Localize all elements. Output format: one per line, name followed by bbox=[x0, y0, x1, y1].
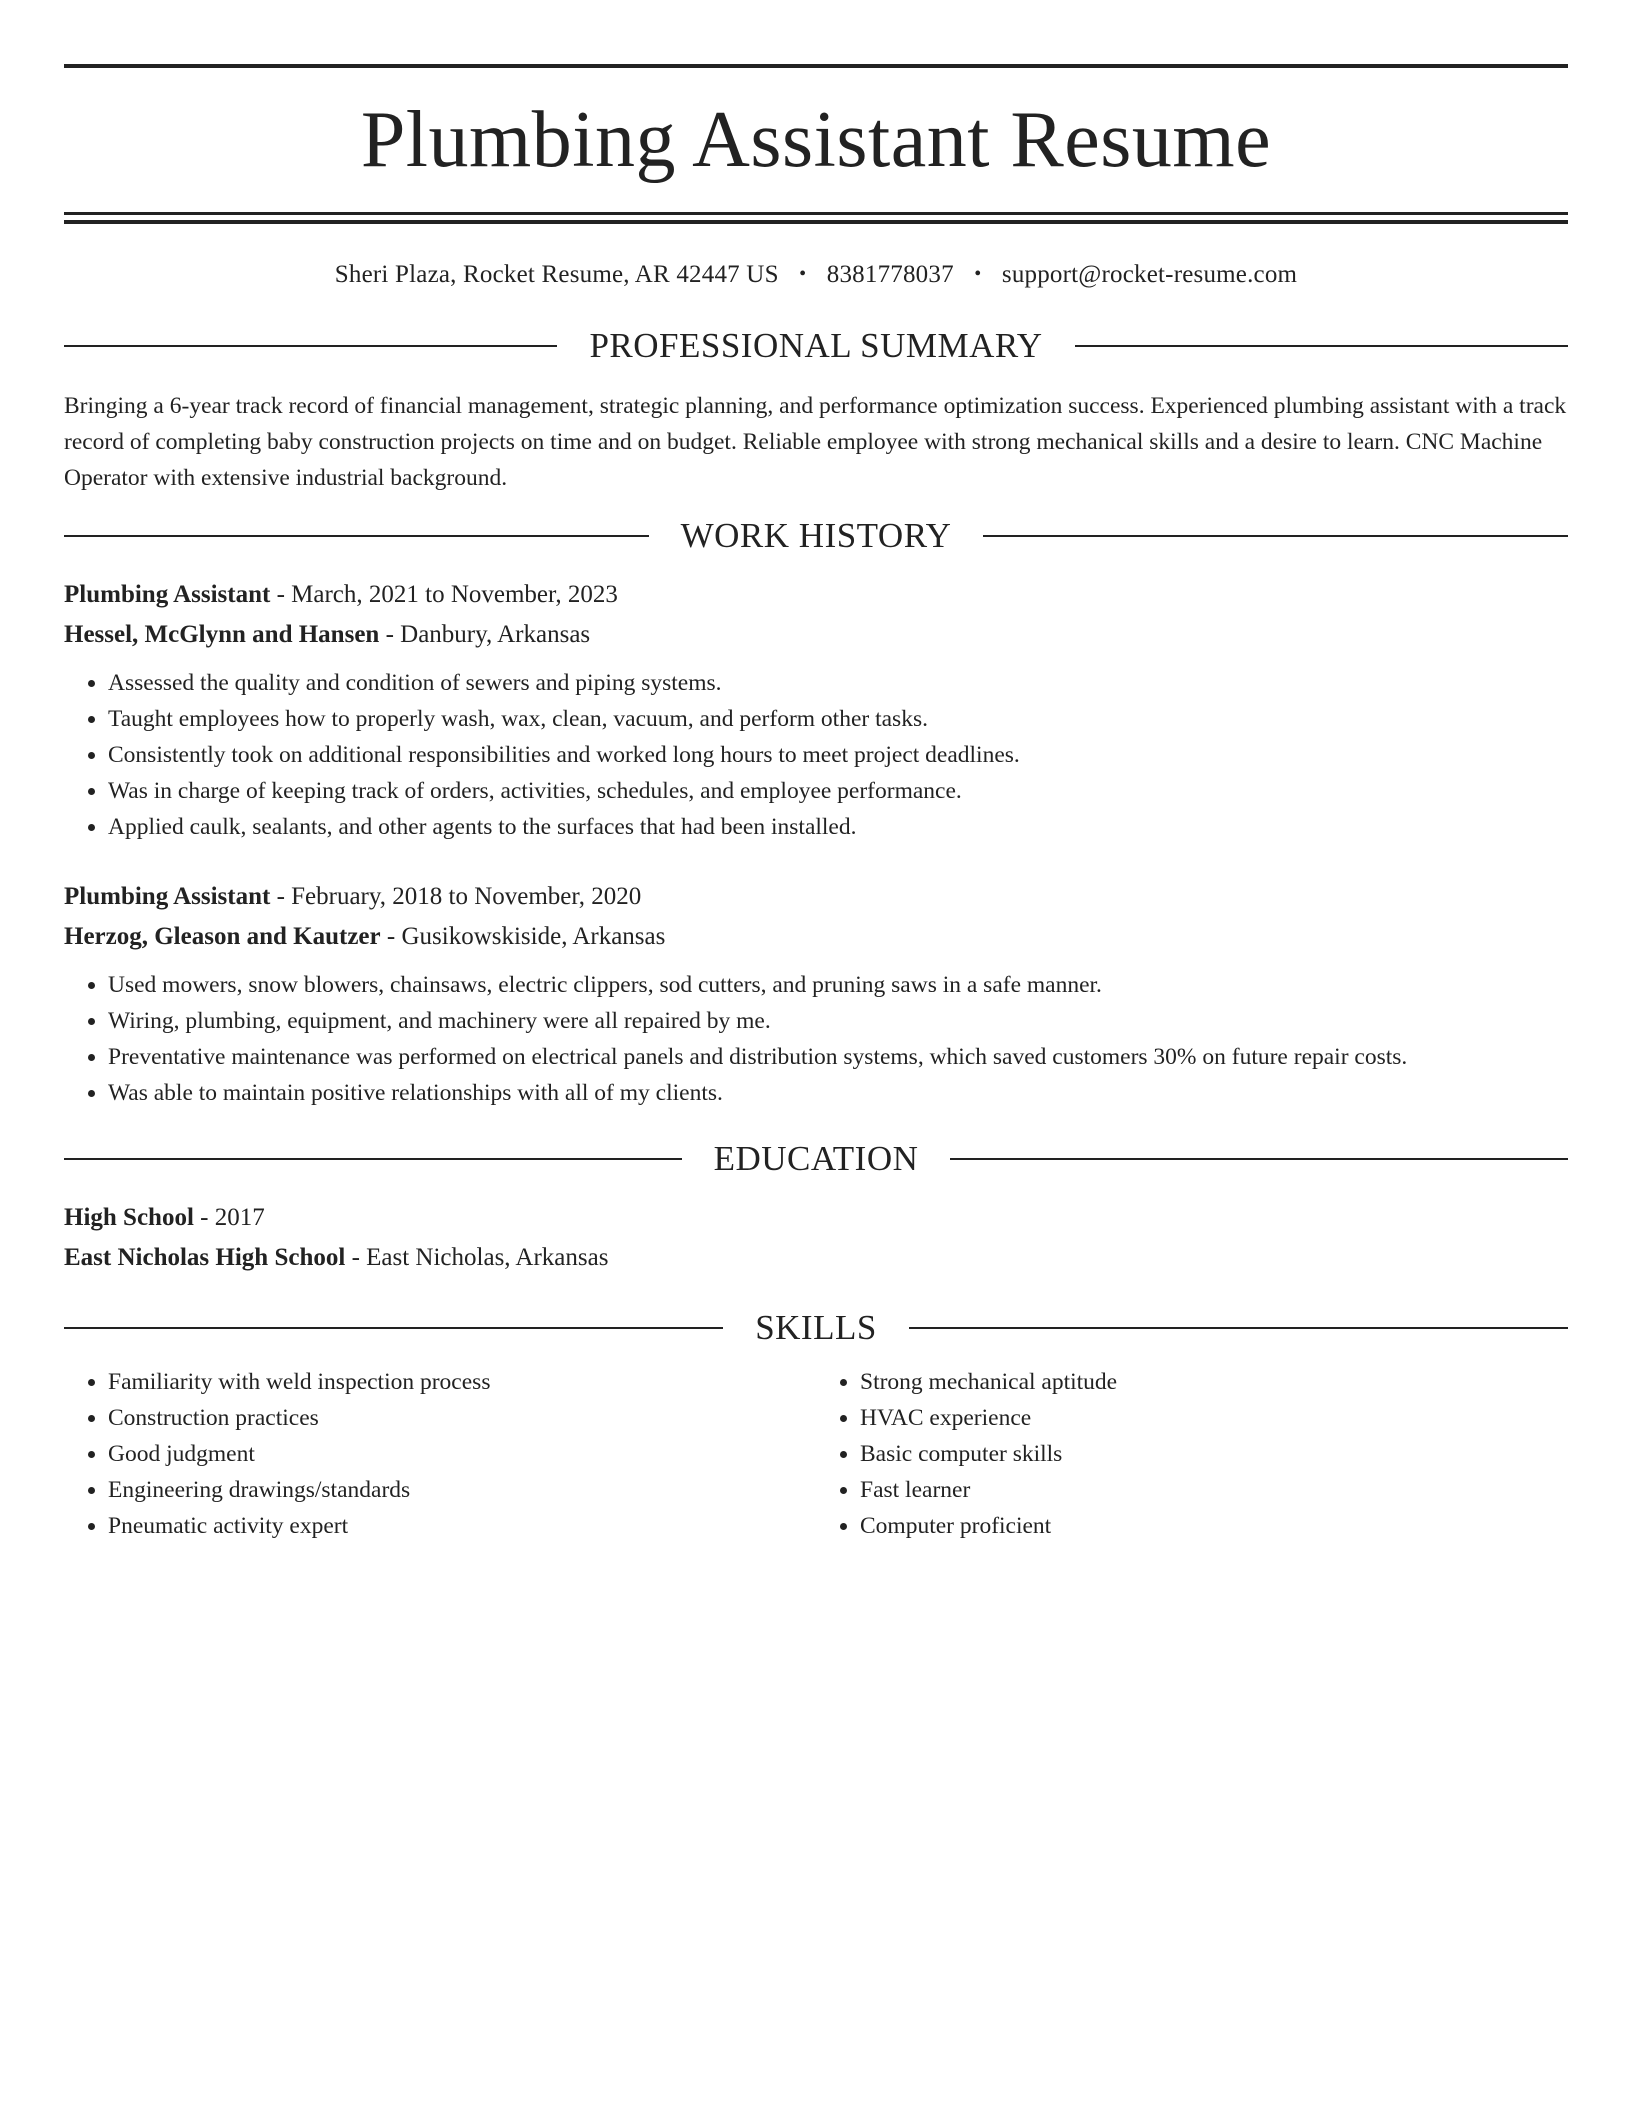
list-item: • Preventative maintenance was performed on electrical panels and distribution systems, which saved customers 30% on future repair costs. bbox=[108, 1039, 1568, 1075]
contact-separator: • bbox=[974, 263, 982, 285]
job-company-line bbox=[64, 615, 1568, 655]
list-item: • Engineering drawings/standards bbox=[108, 1472, 816, 1508]
job-bullet-list bbox=[64, 967, 1568, 1111]
list-item: • Taught employees how to properly wash, wax, clean, vacuum, and perform other tasks. bbox=[108, 701, 1568, 737]
job-dates: - March, 2021 to November, 2023 bbox=[270, 581, 618, 608]
job-bullet-list bbox=[64, 665, 1568, 845]
job-title-line bbox=[64, 877, 1568, 917]
list-item: • Computer proficient bbox=[860, 1508, 1568, 1544]
title-double-rule bbox=[64, 212, 1568, 224]
job-entry bbox=[64, 575, 1568, 845]
divider-line bbox=[983, 535, 1568, 537]
list-item: • Assessed the quality and condition of sewers and piping systems. bbox=[108, 665, 1568, 701]
list-item: • Wiring, plumbing, equipment, and machinery were all repaired by me. bbox=[108, 1003, 1568, 1039]
education-year: - 2017 bbox=[193, 1204, 265, 1231]
list-item: • Was in charge of keeping track of orders, activities, schedules, and employee performance. bbox=[108, 773, 1568, 809]
education-school: East Nicholas High School bbox=[64, 1244, 346, 1271]
section-heading-skills: SKILLS bbox=[755, 1308, 877, 1347]
skills-section-header bbox=[64, 1308, 1568, 1348]
job-company: Hessel, McGlynn and Hansen bbox=[64, 621, 380, 648]
job-location: - Danbury, Arkansas bbox=[379, 621, 591, 648]
divider-line bbox=[64, 1327, 723, 1329]
resume-page bbox=[64, 64, 1568, 1544]
job-title: Plumbing Assistant bbox=[64, 883, 271, 910]
education-school-line bbox=[64, 1238, 1568, 1278]
list-item: • Construction practices bbox=[108, 1400, 816, 1436]
job-location: - Gusikowskiside, Arkansas bbox=[380, 923, 666, 950]
contact-address: Sheri Plaza, Rocket Resume, AR 42447 US bbox=[334, 261, 779, 288]
list-item: • Fast learner bbox=[860, 1472, 1568, 1508]
list-item: • HVAC experience bbox=[860, 1400, 1568, 1436]
list-item: • Pneumatic activity expert bbox=[108, 1508, 816, 1544]
skills-list-right bbox=[816, 1364, 1568, 1544]
list-item: • Good judgment bbox=[108, 1436, 816, 1472]
work-history-section-header bbox=[64, 516, 1568, 556]
contact-separator: • bbox=[799, 263, 807, 285]
divider-line bbox=[64, 1158, 682, 1160]
list-item: • Basic computer skills bbox=[860, 1436, 1568, 1472]
section-heading-education: EDUCATION bbox=[713, 1139, 919, 1178]
divider-line bbox=[950, 1158, 1568, 1160]
contact-line bbox=[64, 259, 1568, 290]
skills-list-left bbox=[64, 1364, 816, 1544]
divider-line bbox=[64, 535, 649, 537]
list-item: • Used mowers, snow blowers, chainsaws, electric clippers, sod cutters, and pruning saws in a safe manner. bbox=[108, 967, 1568, 1003]
education-degree: High School bbox=[64, 1204, 194, 1231]
list-item: • Applied caulk, sealants, and other agents to the surfaces that had been installed. bbox=[108, 809, 1568, 845]
contact-phone: 8381778037 bbox=[826, 261, 954, 288]
list-item: • Familiarity with weld inspection process bbox=[108, 1364, 816, 1400]
skills-columns bbox=[64, 1364, 1568, 1544]
summary-section-header bbox=[64, 326, 1568, 366]
section-heading-summary: PROFESSIONAL SUMMARY bbox=[589, 326, 1043, 365]
job-title: Plumbing Assistant bbox=[64, 581, 271, 608]
job-company: Herzog, Gleason and Kautzer bbox=[64, 923, 381, 950]
contact-email: support@rocket-resume.com bbox=[1001, 261, 1298, 288]
divider-line bbox=[64, 345, 557, 347]
summary-text: Bringing a 6-year track record of financial management, strategic planning, and performance optimization success. Experienced plumbing assistant with a track record of completing baby construction projects on time and on budget. Reliable employee with strong mechanical skills and a desire to learn. CNC Machine Operator with extensive industrial background. bbox=[64, 393, 1567, 491]
divider-line bbox=[909, 1327, 1568, 1329]
section-heading-work-history: WORK HISTORY bbox=[680, 516, 952, 555]
divider-line bbox=[1075, 345, 1568, 347]
list-item: • Was able to maintain positive relationships with all of my clients. bbox=[108, 1075, 1568, 1111]
job-company-line bbox=[64, 917, 1568, 957]
job-entry bbox=[64, 877, 1568, 1111]
education-degree-line bbox=[64, 1198, 1568, 1238]
job-dates: - February, 2018 to November, 2020 bbox=[270, 883, 642, 910]
education-entry bbox=[64, 1198, 1568, 1278]
list-item: • Consistently took on additional responsibilities and worked long hours to meet project deadlines. bbox=[108, 737, 1568, 773]
job-title-line bbox=[64, 575, 1568, 615]
education-section-header bbox=[64, 1139, 1568, 1179]
education-location: - East Nicholas, Arkansas bbox=[345, 1244, 609, 1271]
resume-title: Plumbing Assistant Resume bbox=[360, 96, 1272, 184]
list-item: • Strong mechanical aptitude bbox=[860, 1364, 1568, 1400]
